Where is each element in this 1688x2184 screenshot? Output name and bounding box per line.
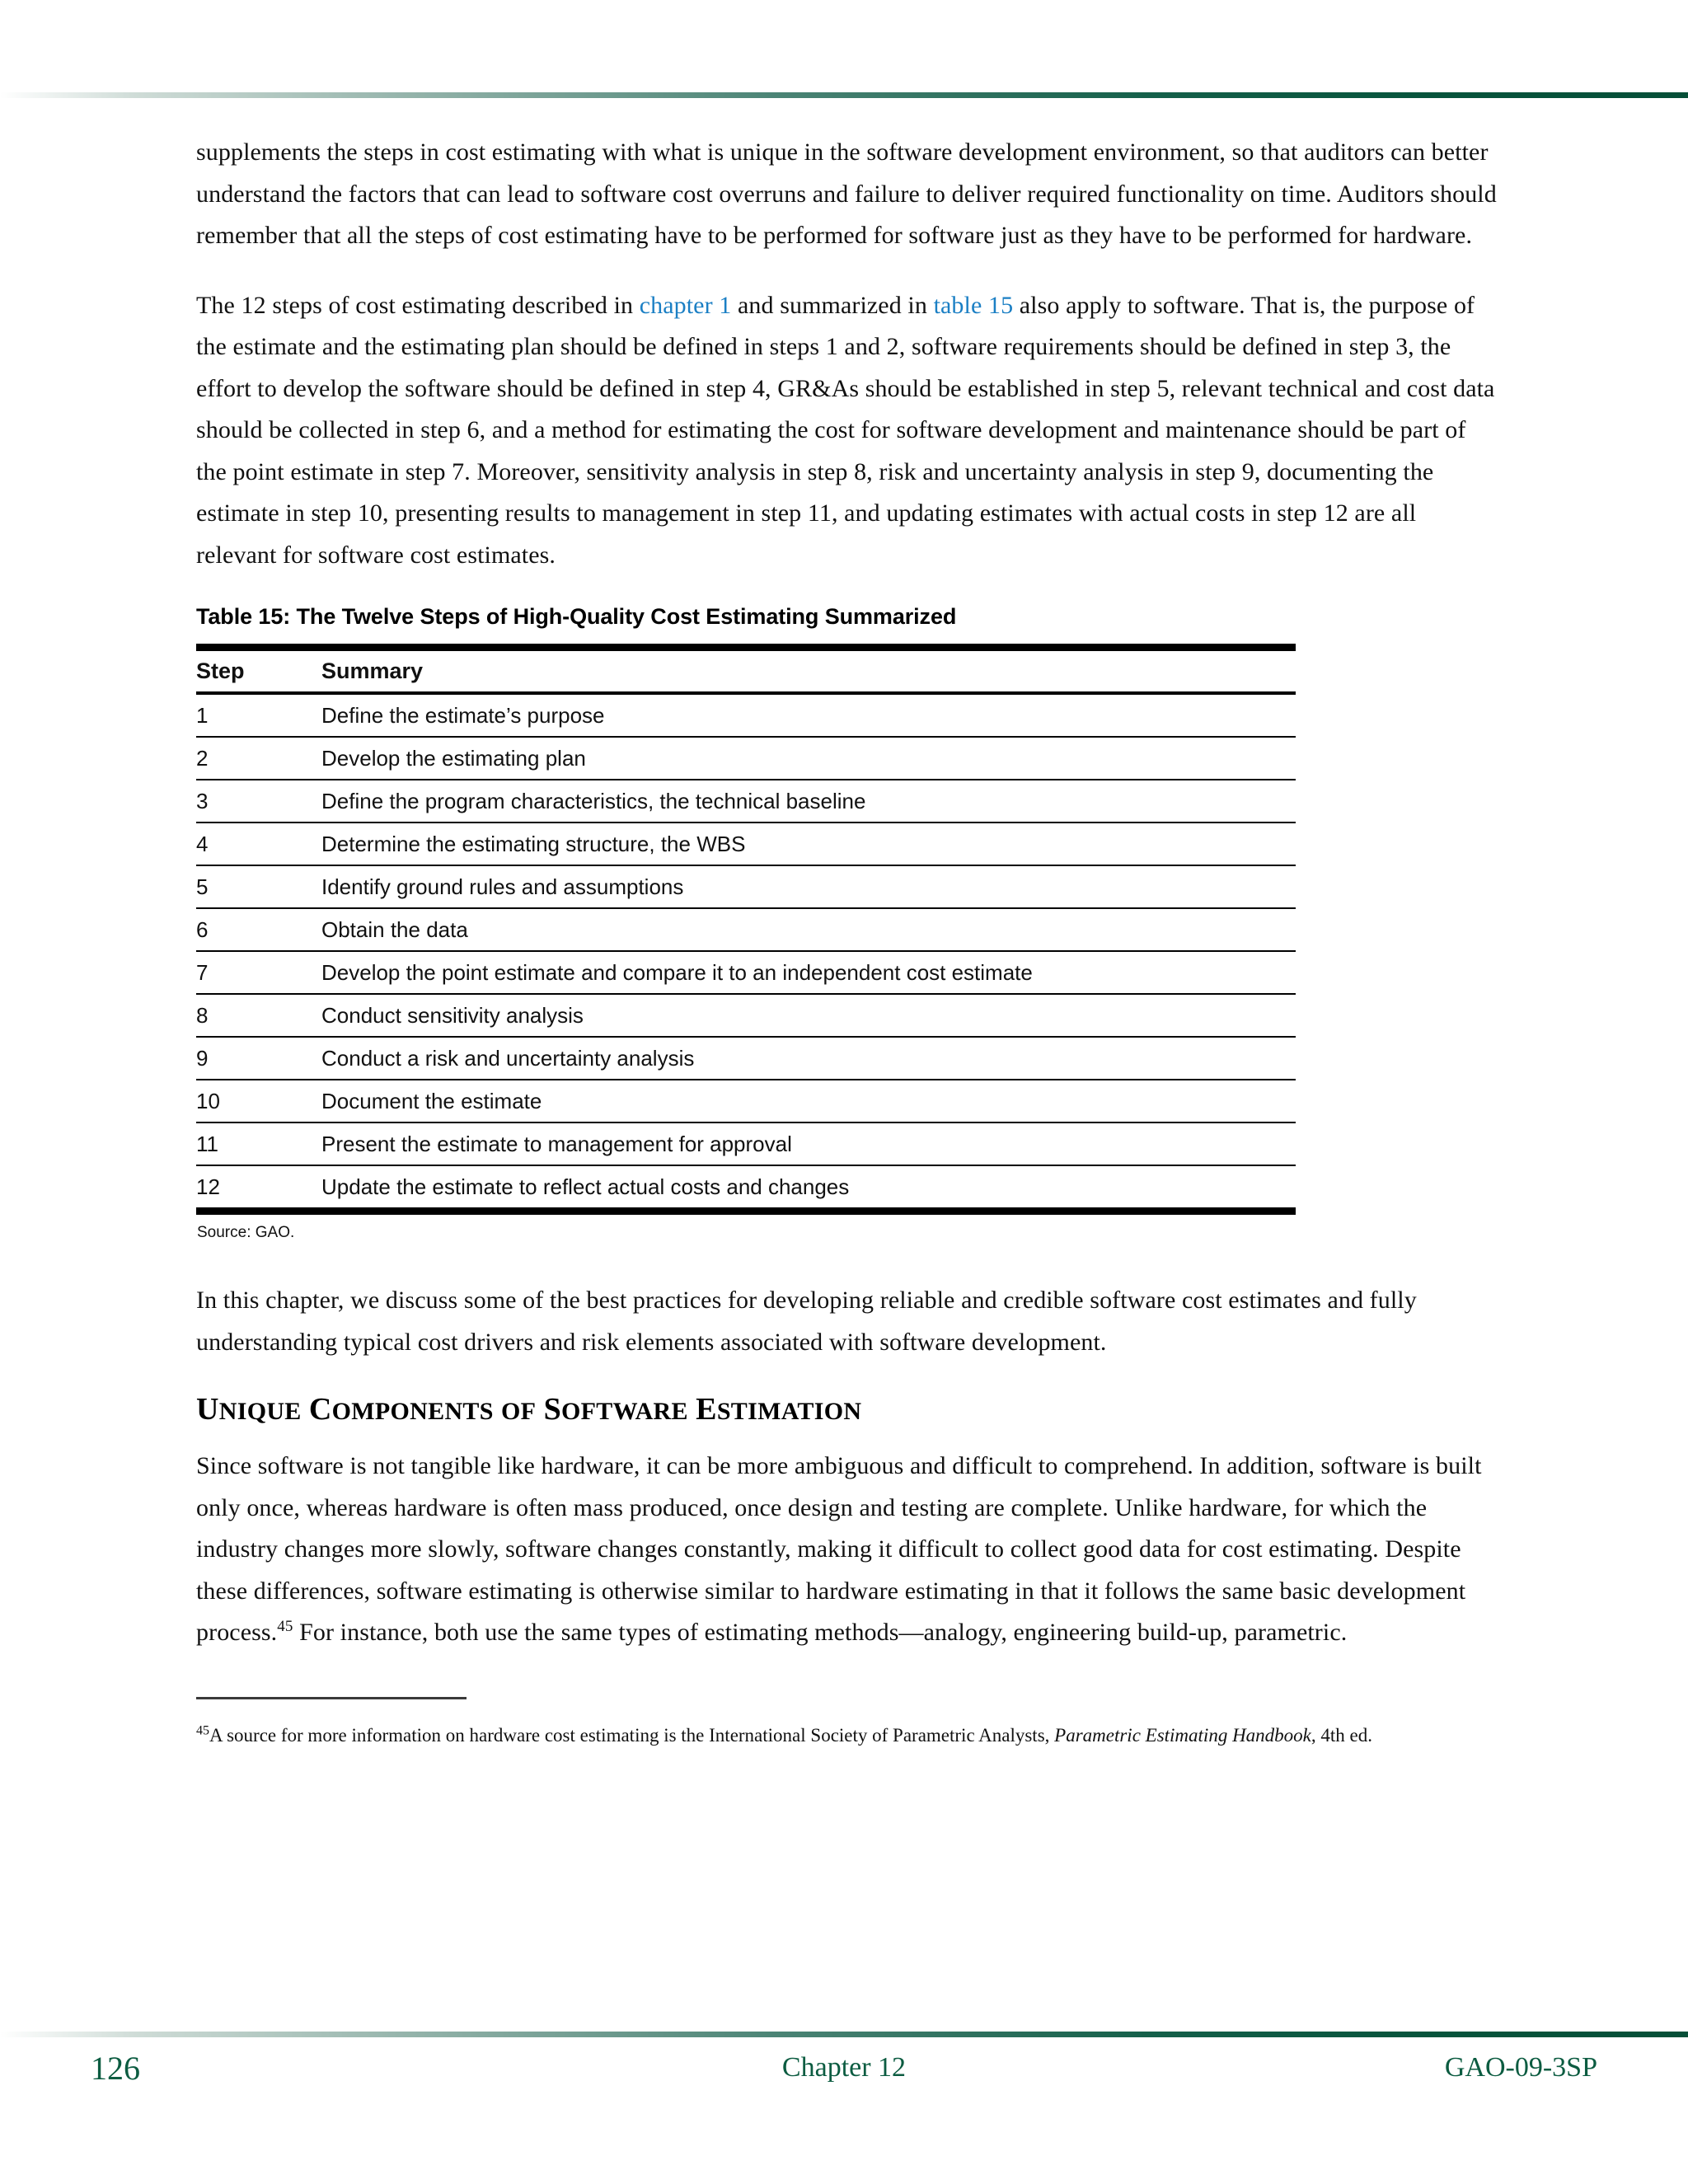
heading-word-initial: S [543, 1392, 562, 1427]
heading-word-body: OMPONENTS [331, 1398, 494, 1425]
table-row [196, 1037, 1296, 1080]
heading-word-body: STIMATION [716, 1398, 862, 1425]
table-head [196, 648, 1296, 694]
table-row [196, 1080, 1296, 1122]
table-header-row [196, 648, 1296, 694]
paragraph-text-part-3: also apply to software. That is, the purpose of the estimate and the estimating plan should be defined in steps 1 and 2, software requirements should be defined in step 3, the effort to develop the software should be defined in step 4, GR&As should be established in step 5, relevant technical and cost data should be collected in step 6, and a method for estimating the cost for software development and maintenance should be part of the point estimate in step 7. Moreover, sensitivity analysis in step 8, risk and uncertainty analysis in step 9, documenting the estimate in step 10, presenting results to management in step 11, and updating estimates with actual costs in step 12 are all relevant for software cost estimates. [196, 291, 1495, 569]
cell-step: 7 [196, 951, 321, 994]
cell-step: 3 [196, 780, 321, 823]
footnote-publication-title: Parametric Estimating Handbook [1054, 1724, 1311, 1746]
link-chapter-1[interactable]: chapter 1 [639, 291, 732, 319]
twelve-steps-table [196, 644, 1296, 1215]
cell-summary: Document the estimate [321, 1080, 1296, 1122]
page-footer [0, 2049, 1688, 2123]
cell-summary: Define the program characteristics, the technical baseline [321, 780, 1296, 823]
table-row [196, 737, 1296, 780]
cell-step: 8 [196, 994, 321, 1037]
cell-step: 4 [196, 823, 321, 865]
cell-summary: Develop the estimating plan [321, 737, 1296, 780]
table-row [196, 865, 1296, 908]
paragraph-software-vs-hardware [196, 1446, 1498, 1654]
table-row [196, 693, 1296, 737]
footnote-separator-rule [196, 1697, 467, 1699]
table-row [196, 780, 1296, 823]
cell-step: 9 [196, 1037, 321, 1080]
cell-step: 11 [196, 1122, 321, 1165]
heading-word-body: OFTWARE [561, 1398, 688, 1425]
page-content [196, 132, 1498, 1752]
cell-step: 12 [196, 1165, 321, 1212]
cell-summary: Present the estimate to management for approval [321, 1122, 1296, 1165]
table-row [196, 1165, 1296, 1212]
cell-summary: Identify ground rules and assumptions [321, 865, 1296, 908]
table-row [196, 951, 1296, 994]
cell-summary: Obtain the data [321, 908, 1296, 951]
paragraph-text-part-1: Since software is not tangible like hardware, it can be more ambiguous and difficult to comprehend. In addition, software is built only once, whereas hardware is often mass produced, once design and testing are complete. Unlike hardware, for which the industry changes more slowly, software changes constantly, making it difficult to collect good data for cost estimating. Despite these differences, software estimating is otherwise similar to hardware estimating in that it follows the same basic development process. [196, 1452, 1482, 1646]
footer-page-number: 126 [91, 2050, 140, 2087]
cell-step: 10 [196, 1080, 321, 1122]
cell-step: 1 [196, 693, 321, 737]
table-row [196, 1122, 1296, 1165]
footnote-number: 45 [196, 1722, 209, 1737]
table-title: Table 15: The Twelve Steps of High-Quality Cost Estimating Summarized [196, 604, 957, 629]
footnote-text-before: A source for more information on hardware cost estimating is the International Society of Parametric Analysts, [209, 1724, 1055, 1746]
footnote-text-after: , 4th ed. [1311, 1724, 1372, 1746]
table-block [196, 604, 1498, 1242]
cell-summary: Update the estimate to reflect actual costs and changes [321, 1165, 1296, 1212]
cell-summary: Determine the estimating structure, the WBS [321, 823, 1296, 865]
heading-word-initial: C [308, 1392, 332, 1427]
table-source-note: Source: GAO. [197, 1224, 295, 1241]
cell-summary: Conduct sensitivity analysis [321, 994, 1296, 1037]
paragraph-text-part-2: and summarized in [731, 291, 934, 319]
section-heading-unique-components [196, 1391, 1498, 1427]
link-table-15[interactable]: table 15 [933, 291, 1014, 319]
cell-step: 2 [196, 737, 321, 780]
heading-word-body: NIQUE [218, 1398, 302, 1425]
table-row [196, 823, 1296, 865]
footnote-reference-45[interactable]: 45 [277, 1618, 293, 1635]
table-row [196, 908, 1296, 951]
heading-word-body: OF [501, 1398, 537, 1425]
table-body [196, 693, 1296, 1212]
heading-word-initial: U [196, 1392, 219, 1427]
cell-summary: Define the estimate’s purpose [321, 693, 1296, 737]
paragraph-text-part-1: The 12 steps of cost estimating described in [196, 291, 640, 319]
paragraph-intro: supplements the steps in cost estimating with what is unique in the software development environment, so that auditors can better understand the factors that can lead to software cost overruns and failure to deliver required functionality on time. Auditors should remember that all the steps of cost estimating have to be performed for software just as they have to be performed for hardware. [196, 138, 1497, 249]
paragraph-chapter-overview: In this chapter, we discuss some of the best practices for developing reliable and credible software cost estimates and fully understanding typical cost drivers and risk elements associated with software development. [196, 1286, 1417, 1356]
cell-summary: Develop the point estimate and compare it to an independent cost estimate [321, 951, 1296, 994]
footnote-45 [196, 1719, 1498, 1752]
heading-word-initial: E [696, 1392, 717, 1427]
table-row [196, 994, 1296, 1037]
paragraph-text-part-2: For instance, both use the same types of estimating methods—analogy, engineering build-up, parametric. [293, 1619, 1348, 1646]
footer-rule [0, 2032, 1688, 2037]
cell-summary: Conduct a risk and uncertainty analysis [321, 1037, 1296, 1080]
cell-step: 6 [196, 908, 321, 951]
footer-document-id: GAO-09-3SP [1444, 2052, 1597, 2083]
column-header-step: Step [196, 648, 321, 694]
cell-step: 5 [196, 865, 321, 908]
footer-chapter-label: Chapter 12 [781, 2052, 907, 2083]
paragraph-twelve-steps [196, 285, 1498, 577]
column-header-summary: Summary [321, 648, 1296, 694]
header-rule [0, 92, 1688, 98]
footnote-block [196, 1697, 1498, 1752]
